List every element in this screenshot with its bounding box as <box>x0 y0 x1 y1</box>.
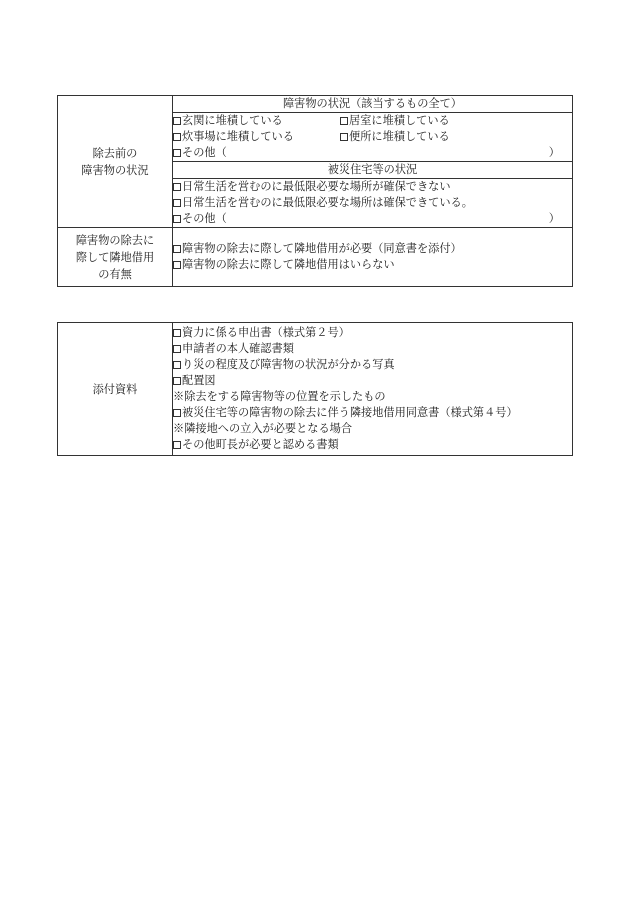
obstacle-option-label: 居室に堆積している <box>349 114 450 127</box>
checkbox-icon[interactable] <box>173 441 181 449</box>
neighbor-option-label: 障害物の除去に際して隣地借用はいらない <box>182 258 395 271</box>
obstacle-option-toilet[interactable] <box>340 129 450 145</box>
checkbox-icon[interactable] <box>340 117 348 125</box>
neighbor-land-options-cell <box>173 228 573 287</box>
obstacle-option-kitchen[interactable] <box>173 130 294 143</box>
obstacle-other-label: その他（ <box>182 146 227 159</box>
obstacle-status-header: 障害物の状況（該当するもの全て） <box>173 96 573 113</box>
obstacle-option-other[interactable] <box>173 145 572 161</box>
checkbox-icon[interactable] <box>173 409 181 417</box>
obstacle-status-table <box>57 95 573 287</box>
neighbor-option-label: 障害物の除去に際して隣地借用が必要（同意書を添付） <box>182 242 462 255</box>
neighbor-land-label-line-2: 際して隣地借用 <box>75 250 155 264</box>
attachments-label-cell: 添付資料 <box>58 323 173 456</box>
pre-removal-label-line-1: 除去前の <box>92 146 138 160</box>
housing-option-label: 日常生活を営むのに最低限必要な場所が確保できない <box>182 180 451 193</box>
attachments-list-cell <box>173 323 573 456</box>
obstacle-option-entrance[interactable] <box>173 114 283 127</box>
housing-option-not-secured[interactable] <box>173 179 572 195</box>
neighbor-land-label-cell <box>58 228 173 287</box>
pre-removal-label-cell <box>58 96 173 228</box>
attachment-item-financial-statement[interactable] <box>173 325 572 341</box>
attachment-item-label: その他町長が必要と認める書類 <box>182 438 339 451</box>
checkbox-icon[interactable] <box>340 133 348 141</box>
housing-option-other[interactable] <box>173 211 572 227</box>
attachment-item-label: 申請者の本人確認書類 <box>182 342 294 355</box>
housing-other-close-paren: ） <box>548 212 560 225</box>
neighbor-land-label-line-3: の有無 <box>98 267 132 281</box>
attachment-item-label: 資力に係る申出書（様式第２号） <box>182 326 350 339</box>
neighbor-land-label-line-1: 障害物の除去に <box>75 233 155 247</box>
neighbor-option-required[interactable] <box>173 241 572 257</box>
attachment-note-obstacle-position: ※除去をする障害物等の位置を示したもの <box>173 390 386 403</box>
checkbox-icon[interactable] <box>173 117 181 125</box>
checkbox-icon[interactable] <box>173 377 181 385</box>
housing-status-header: 被災住宅等の状況 <box>173 162 573 179</box>
attachment-note-neighbor-entry: ※隣接地への立入が必要となる場合 <box>173 422 353 435</box>
attachment-item-damage-photos[interactable] <box>173 357 572 373</box>
checkbox-icon[interactable] <box>173 245 181 253</box>
checkbox-icon[interactable] <box>173 149 181 157</box>
housing-other-label: その他（ <box>182 212 227 225</box>
checkbox-icon[interactable] <box>173 329 181 337</box>
housing-option-label: 日常生活を営むのに最低限必要な場所は確保できている。 <box>182 196 473 209</box>
checkbox-icon[interactable] <box>173 133 181 141</box>
obstacle-option-living-room[interactable] <box>340 113 450 129</box>
checkbox-icon[interactable] <box>173 215 181 223</box>
neighbor-option-not-required[interactable] <box>173 257 572 273</box>
pre-removal-label-line-2: 障害物の状況 <box>81 163 149 177</box>
checkbox-icon[interactable] <box>173 361 181 369</box>
obstacle-other-close-paren: ） <box>548 146 560 159</box>
housing-option-secured[interactable] <box>173 195 572 211</box>
attachment-item-label: 被災住宅等の障害物の除去に伴う隣接地借用同意書（様式第４号） <box>182 406 518 419</box>
obstacle-option-row-2 <box>173 129 572 145</box>
obstacle-option-label: 炊事場に堆積している <box>182 130 294 143</box>
attachment-item-identity-documents[interactable] <box>173 341 572 357</box>
attachments-table <box>57 322 573 456</box>
attachment-item-other-documents[interactable] <box>173 437 572 453</box>
checkbox-icon[interactable] <box>173 345 181 353</box>
housing-options-cell <box>173 179 573 228</box>
obstacle-option-label: 玄関に堆積している <box>182 114 283 127</box>
attachment-item-layout-drawing[interactable] <box>173 373 572 389</box>
obstacle-option-label: 便所に堆積している <box>349 130 450 143</box>
attachment-item-neighbor-consent[interactable] <box>173 405 572 421</box>
checkbox-icon[interactable] <box>173 183 181 191</box>
obstacle-option-row-1 <box>173 113 572 129</box>
checkbox-icon[interactable] <box>173 261 181 269</box>
attachment-item-label: り災の程度及び障害物の状況が分かる写真 <box>182 358 395 371</box>
attachment-item-label: 配置図 <box>182 374 216 387</box>
obstacle-options-cell <box>173 113 573 162</box>
checkbox-icon[interactable] <box>173 199 181 207</box>
